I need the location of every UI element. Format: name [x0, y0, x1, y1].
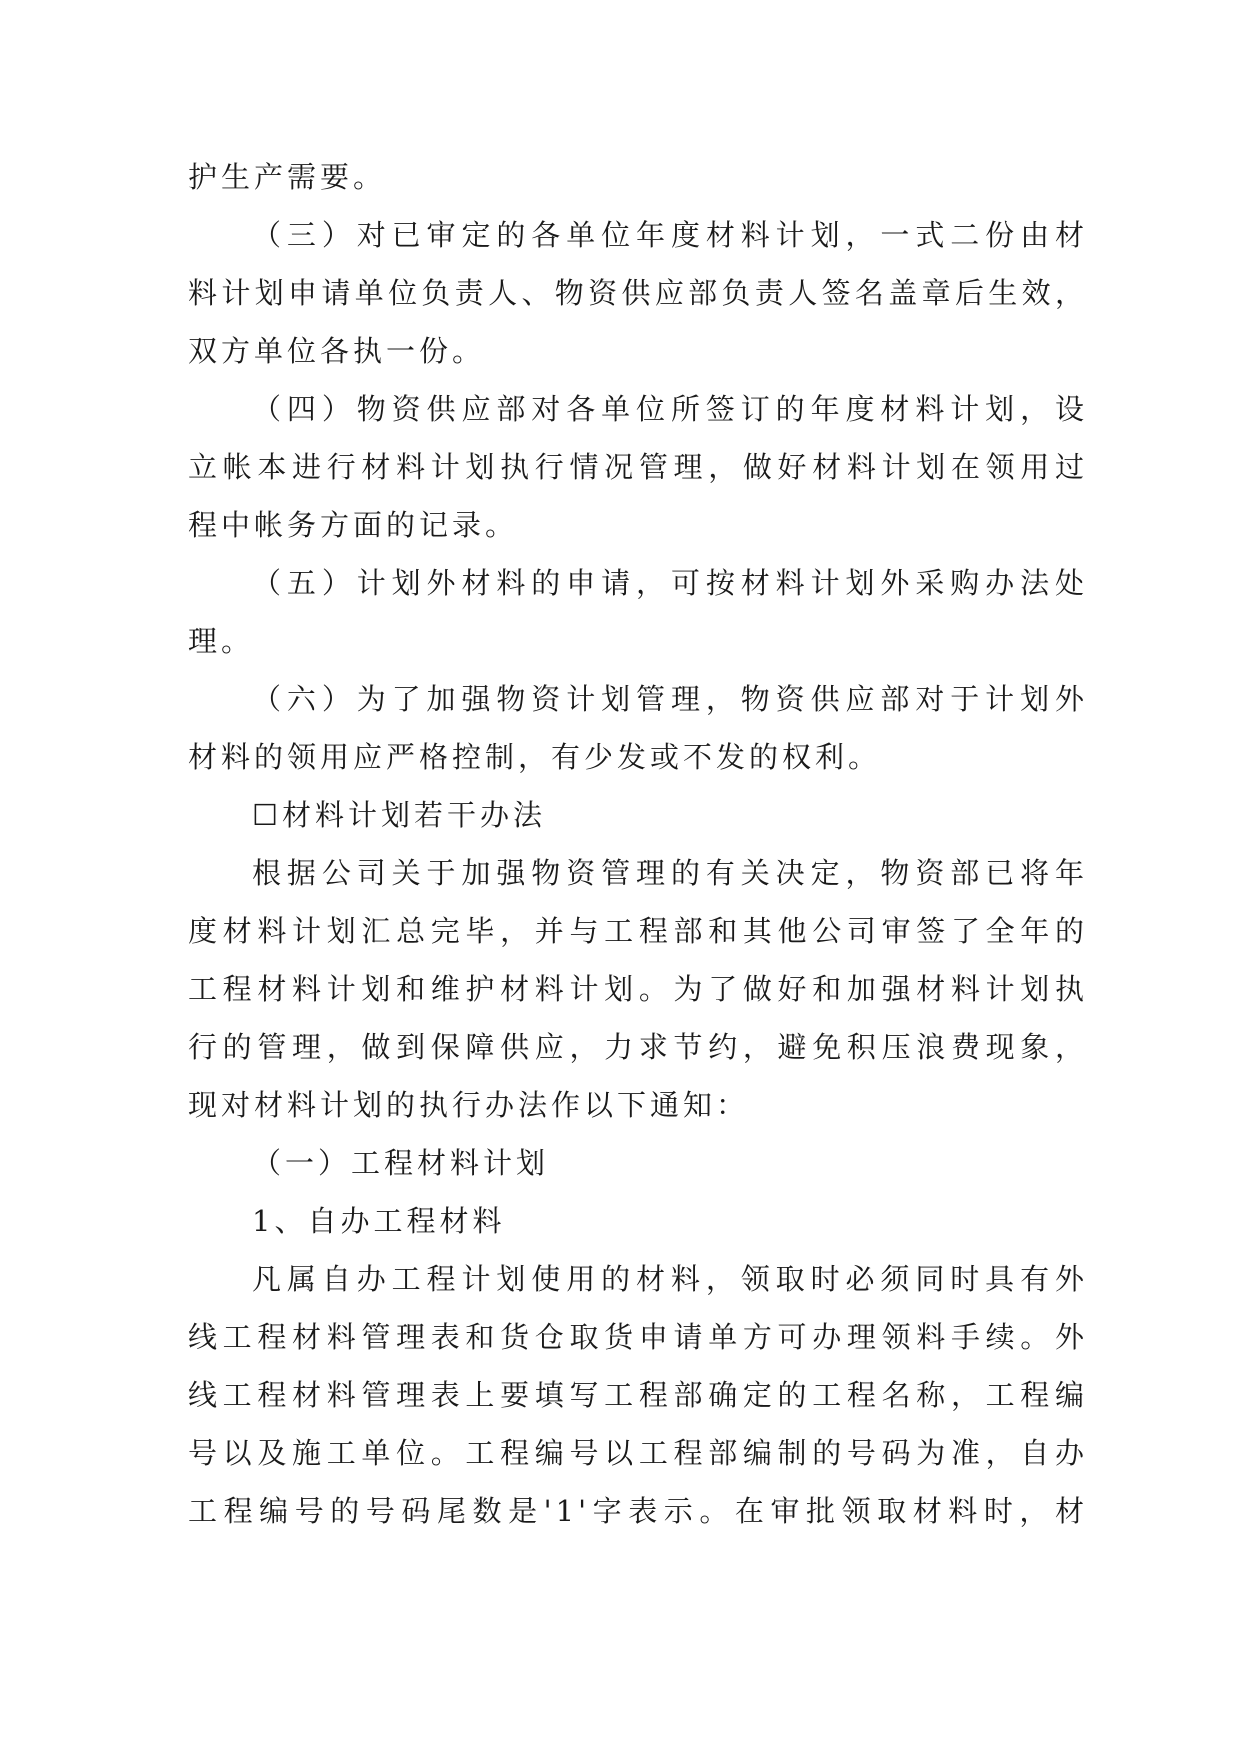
text-line: 根据公司关于加强物资管理的有关决定，物资部已将年 — [252, 856, 1088, 890]
text-line: 立帐本进行材料计划执行情况管理，做好材料计划在领用过 — [188, 450, 1088, 484]
text-line: （五）计划外材料的申请，可按材料计划外采购办法处 — [252, 566, 1088, 600]
text-line: （四）物资供应部对各单位所签订的年度材料计划，设 — [252, 392, 1088, 426]
text-line: 现对材料计划的执行办法作以下通知： — [188, 1088, 750, 1122]
text-line: 度材料计划汇总完毕，并与工程部和其他公司审签了全年的 — [188, 914, 1088, 948]
text-line: 线工程材料管理表上要填写工程部确定的工程名称，工程编 — [188, 1378, 1088, 1412]
text-line: 程中帐务方面的记录。 — [188, 508, 519, 542]
text-line: 工程编号的号码尾数是'1'字表示。在审批领取材料时，材 — [188, 1494, 1088, 1528]
text-line: 工程材料计划和维护材料计划。为了做好和加强材料计划执 — [188, 972, 1088, 1006]
text-line: 材料的领用应严格控制，有少发或不发的权利。 — [188, 740, 882, 774]
text-line: 护生产需要。 — [188, 160, 387, 194]
text-line: （三）对已审定的各单位年度材料计划，一式二份由材 — [252, 218, 1088, 252]
text-line: 号以及施工单位。工程编号以工程部编制的号码为准，自办 — [188, 1436, 1088, 1470]
text-line: 料计划申请单位负责人、物资供应部负责人签名盖章后生效， — [188, 276, 1088, 310]
subsection-heading: （一）工程材料计划 — [252, 1146, 550, 1180]
text-line: 双方单位各执一份。 — [188, 334, 486, 368]
text-line: 理。 — [188, 624, 255, 658]
section-heading: ☐材料计划若干办法 — [252, 798, 546, 832]
text-line: 线工程材料管理表和货仓取货申请单方可办理领料手续。外 — [188, 1320, 1088, 1354]
text-line: 凡属自办工程计划使用的材料，领取时必须同时具有外 — [252, 1262, 1088, 1296]
text-line: 行的管理，做到保障供应，力求节约，避免积压浪费现象， — [188, 1030, 1088, 1064]
text-line: （六）为了加强物资计划管理，物资供应部对于计划外 — [252, 682, 1088, 716]
subsection-heading: 1、自办工程材料 — [252, 1204, 506, 1238]
document-body — [188, 148, 1088, 1540]
